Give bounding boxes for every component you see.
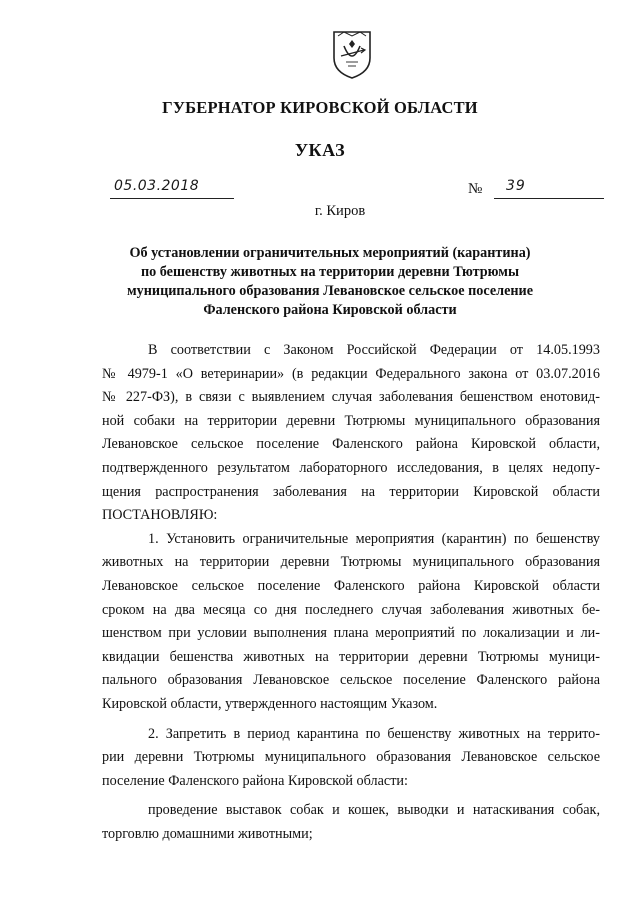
issuing-authority: ГУБЕРНАТОР КИРОВСКОЙ ОБЛАСТИ xyxy=(162,98,478,117)
text-line: 2. Запретить в период карантина по бешенству животных на террито- xyxy=(148,725,600,742)
decree-body xyxy=(102,339,600,846)
place-of-issue: г. Киров xyxy=(314,203,366,219)
title-line: Об установлении ограничительных мероприятий (карантина) xyxy=(129,245,531,261)
text-line: ПОСТАНОВЛЯЮ: xyxy=(102,507,218,524)
preamble-paragraph xyxy=(102,339,600,528)
item-1-paragraph xyxy=(102,528,600,717)
document-type: УКАЗ xyxy=(294,140,346,160)
number-sign: № xyxy=(468,181,483,197)
handwritten-number: 39 xyxy=(506,178,526,194)
text-line: животных на территории деревни Тютрюмы муниципального образования xyxy=(102,554,600,571)
text-line: Кировской области, утвержденного настоящим Указом. xyxy=(102,695,438,712)
text-line: В соответствии с Законом Российской Федерации от 14.05.1993 xyxy=(148,342,600,358)
text-line: 1. Установить ограничительные мероприятия (карантин) по бешенству xyxy=(148,530,600,547)
handwritten-date: 05.03.2018 xyxy=(114,178,200,194)
decree-title xyxy=(120,244,540,320)
text-line: № 4979-1 «О ветеринарии» (в редакции Федерального закона от 03.07.2016 xyxy=(102,365,600,382)
text-line: рии деревни Тютрюмы муниципального образования Левановское сельское xyxy=(102,749,600,766)
text-line: поселение Фаленского района Кировской области: xyxy=(102,772,408,789)
text-line: № 227-ФЗ), в связи с выявлением случая заболевания бешенством енотовид- xyxy=(102,389,600,406)
text-line: Левановское сельское поселение Фаленского района Кировской области xyxy=(102,577,600,594)
title-line: муниципального образования Левановское сельское поселение xyxy=(126,283,534,299)
text-line: проведение выставок собак и кошек, выводки и натаскивания собак, xyxy=(148,802,600,819)
text-line: квидации бешенства животных на территории деревни Тютрюмы муници- xyxy=(102,648,600,665)
date-field xyxy=(110,178,234,199)
item-2-paragraph xyxy=(102,723,600,794)
number-field xyxy=(494,178,604,199)
title-line: по бешенству животных на территории деревни Тютрюмы xyxy=(140,264,520,280)
coat-of-arms-icon xyxy=(330,28,374,80)
text-line: подтвержденного результатом лабораторного исследования, в целях недопу- xyxy=(102,459,600,476)
text-line: шенством при условии выполнения плана мероприятий по локализации и ли- xyxy=(102,625,600,642)
item-2-subparagraph xyxy=(102,799,600,846)
text-line: щения распространения заболевания на территории Кировской области xyxy=(102,483,600,500)
title-line: Фаленского района Кировской области xyxy=(203,302,457,318)
text-line: Левановское сельское поселение Фаленского района Кировской области, xyxy=(102,436,600,453)
text-line: пального образования Левановское сельское поселение Фаленского района xyxy=(102,672,600,689)
text-line: сроком на два месяца со дня последнего случая заболевания животных бе- xyxy=(102,601,600,618)
text-line: ной собаки на территории деревни Тютрюмы муниципального образования xyxy=(102,412,600,429)
text-line: торговлю домашними животными; xyxy=(102,825,313,842)
